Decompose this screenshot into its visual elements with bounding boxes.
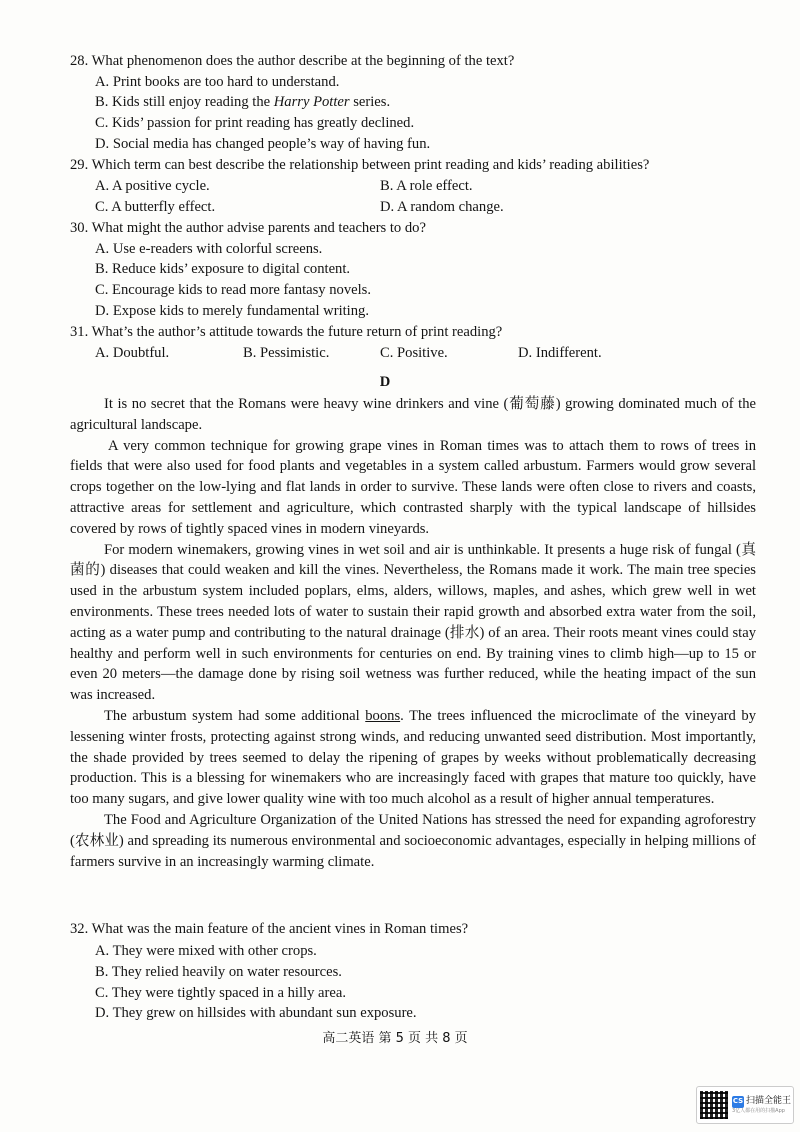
- q31-option-c: C. Positive.: [380, 345, 448, 361]
- paragraph-4-start: The arbustum system had some additional: [104, 707, 366, 724]
- q32-option-c: C. They were tightly spaced in a hilly area.: [95, 985, 346, 1001]
- camscanner-logo-icon: CS: [732, 1096, 744, 1108]
- q31-option-a: A. Doubtful.: [95, 345, 170, 361]
- paragraph-1: It is no secret that the Romans were heavy wine drinkers and vine (葡萄藤) growing dominated much of the agricultural landscape.: [70, 396, 756, 433]
- book-title: Harry Potter: [273, 94, 350, 110]
- q30-option-b: B. Reduce kids’ exposure to digital content.: [95, 261, 351, 277]
- q28-option-b: [95, 93, 390, 111]
- question-30-stem: 30. What might the author advise parents and teachers to do?: [70, 220, 426, 236]
- q29-option-b: B. A role effect.: [380, 178, 473, 194]
- q28-option-b-text: B. Kids still enjoy reading the: [95, 94, 274, 110]
- qr-code-icon: [700, 1091, 728, 1119]
- paragraph-4-rest: . The trees influenced the microclimate of the vineyard by lessening winter frosts, protecting against strong winds, and reducing unwanted seed distribution. Most importantly, the shade provided by trees seemed to delay the ripening of grapes by weeks without problematically decreasing production. This is a blessing for winemakers who are increasingly faced with grapes that mature too quickly, have too many sugars, and give lower quality wine with too much alcohol as a result of higher annual temperatures.: [70, 707, 756, 808]
- q29-option-d: D. A random change.: [380, 199, 504, 215]
- question-28-stem: 28. What phenomenon does the author describe at the beginning of the text?: [70, 53, 515, 69]
- question-31-stem: 31. What’s the author’s attitude towards the future return of print reading?: [70, 324, 503, 340]
- q29-option-a: A. A positive cycle.: [95, 178, 210, 194]
- passage: [70, 394, 756, 872]
- q28-option-d: D. Social media has changed people’s way of having fun.: [95, 136, 431, 152]
- scanner-title: [732, 1096, 791, 1108]
- q29-option-c: C. A butterfly effect.: [95, 199, 216, 215]
- q31-option-b: B. Pessimistic.: [243, 345, 330, 361]
- q31-option-d: D. Indifferent.: [518, 345, 602, 361]
- q28-option-b-tail: series.: [349, 94, 391, 110]
- q32-option-b: B. They relied heavily on water resources.: [95, 964, 342, 980]
- question-29-stem: 29. Which term can best describe the relationship between print reading and kids’ reading abilities?: [70, 157, 650, 173]
- q28-option-c: C. Kids’ passion for print reading has greatly declined.: [95, 115, 415, 131]
- q30-option-c: C. Encourage kids to read more fantasy novels.: [95, 282, 371, 298]
- scanner-watermark: [696, 1086, 794, 1124]
- q30-option-d: D. Expose kids to merely fundamental writing.: [95, 303, 369, 319]
- q32-option-a: A. They were mixed with other crops.: [95, 943, 317, 959]
- scanner-subtitle: 3亿人都在用的扫描App: [732, 1107, 785, 1114]
- question-32-stem: 32. What was the main feature of the ancient vines in Roman times?: [70, 921, 469, 937]
- q30-option-a: A. Use e-readers with colorful screens.: [95, 241, 323, 257]
- paragraph-2: A very common technique for growing grape vines in Roman times was to attach them to rows of trees in fields that were also used for food plants and vegetables in a system called arbustum. Farmers would grow several crops together on the low-lying and flat lands in order to survive. These lands were often close to rivers and coasts, attractive areas for settlement and agriculture, which contrasted sharply with the typical landscape of hillsides covered by rows of tightly spaced vines in modern vineyards.: [70, 437, 756, 537]
- section-heading: D: [379, 374, 391, 390]
- scanner-title-text: 扫描全能王: [746, 1096, 792, 1106]
- page-footer: 高二英语 第 5 页 共 8 页: [322, 1031, 468, 1046]
- underlined-word: boons: [365, 707, 401, 724]
- q32-option-d: D. They grew on hillsides with abundant sun exposure.: [95, 1005, 417, 1021]
- paragraph-3: For modern winemakers, growing vines in wet soil and air is unthinkable. It presents a huge risk of fungal (真菌的) diseases that could weaken and kill the vines. Nevertheless, the Romans made it work. The main tree species used in the arbustum system included poplars, elms, alders, willows, maples, and ashes, which grew well in wet environments. These trees needed lots of water to sustain their rapid growth and absorbed extra water from the soil, acting as a water pump and contributing to the natural drainage (排水) of an area. Their roots meant vines could stay healthy and perform well in such environments for centuries on end. By training vines to climb high—up to 15 or even 20 meters—the damage done by rising soil wetness was further reduced, while the heating impact of the sun was increased.: [70, 541, 756, 704]
- q28-option-a: A. Print books are too hard to understand.: [95, 74, 340, 90]
- paragraph-5: The Food and Agriculture Organization of the United Nations has stressed the need for expanding agroforestry (农林业) and spreading its numerous environmental and socioeconomic advantages, especially in helping millions of farmers survive in an increasingly warming climate.: [70, 811, 756, 870]
- scanner-badge-text: [732, 1096, 791, 1115]
- paragraph-4: [70, 706, 756, 810]
